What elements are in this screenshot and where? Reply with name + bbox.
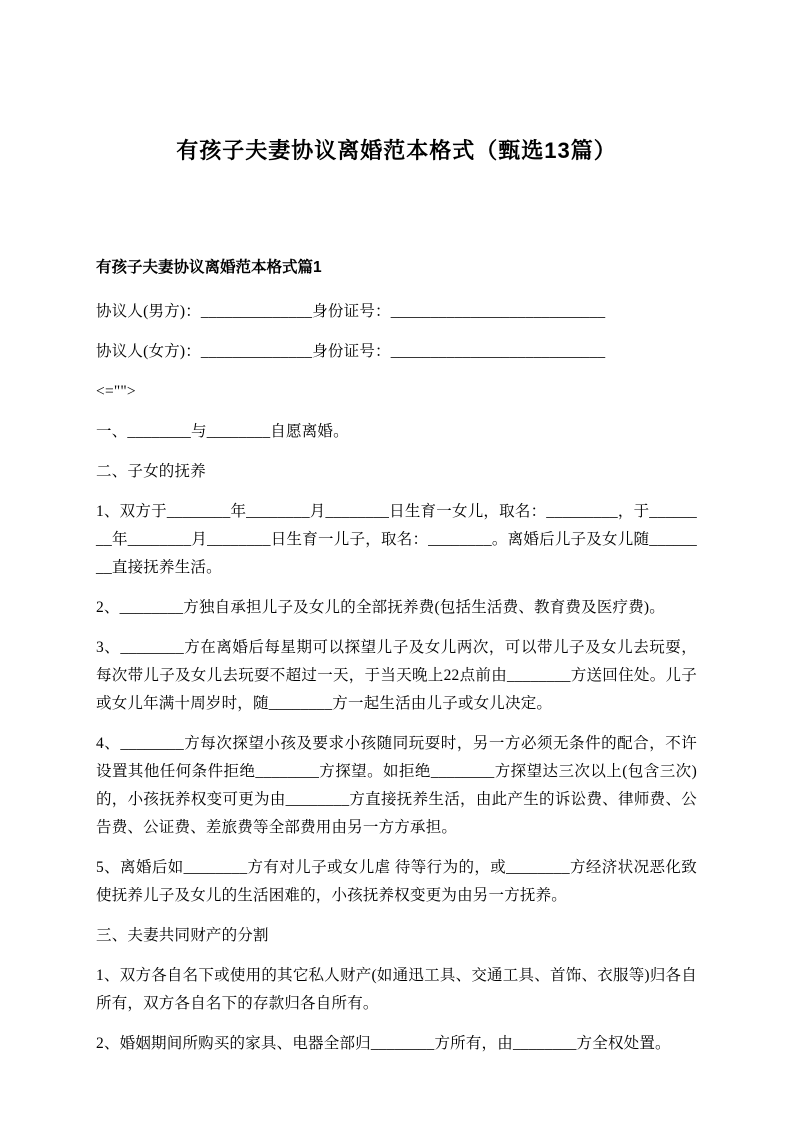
item-5-custody-change: 5、离婚后如________方有对儿子或女儿虐 待等行为的，或________方经济状况恶化致使抚养儿子及女儿的生活困难的，小孩抚养权变更为由另一方抚养。 — [96, 859, 697, 904]
item-2-support-fees: 2、________方独自承担儿子及女儿的全部抚养费(包括生活费、教育费及医疗费)。 — [96, 599, 665, 616]
item-3-visitation-rights: 3、________方在离婚后每星期可以探望儿子及女儿两次，可以带儿子及女儿去玩耍，每次带儿子及女儿去玩耍不超过一天，于当天晚上22点前由________方送回住处。儿子或女儿年满十周岁时，随________方一起生活由儿子或女儿决定。 — [96, 639, 697, 712]
section-heading-part1: 有孩子夫妻协议离婚范本格式篇1 — [96, 259, 322, 276]
item-1-children-birth-info: 1、双方于________年________月________日生育一女儿，取名：_________，于________年________月________日生育一儿子，取名：________。离婚后儿子及女儿随________直接抚养生活。 — [96, 503, 697, 576]
party-line-female: 协议人(女方)：______________身份证号：___________________________ — [96, 343, 606, 360]
markup-artifact-line: <=""> — [96, 383, 136, 400]
party-line-male: 协议人(男方)：______________身份证号：___________________________ — [96, 303, 606, 320]
section-children-custody: 二、子女的抚养 — [96, 463, 206, 480]
document-title: 有孩子夫妻协议离婚范本格式（甄选13篇） — [176, 138, 617, 163]
item-4-visitation-refusal: 4、________方每次探望小孩及要求小孩随同玩耍时，另一方必须无条件的配合，不许设置其他任何条件拒绝________方探望。如拒绝________方探望达三次以上(包含三次)的，小孩抚养权变可更为由________方直接抚养生活，由此产生的诉讼费、律师费、公告费、公证费、差旅费等全部费用由另一方方承担。 — [96, 735, 697, 836]
item-1-personal-property: 1、双方各自名下或使用的其它私人财产(如通迅工具、交通工具、首饰、衣服等)归各自所有，双方各自名下的存款归各自所有。 — [96, 967, 697, 1012]
section-property-division: 三、夫妻共同财产的分割 — [96, 927, 269, 944]
clause-1-voluntary-divorce: 一、________与________自愿离婚。 — [96, 423, 349, 440]
item-2-furniture-appliances: 2、婚姻期间所购买的家具、电器全部归________方所有，由________方全权处置。 — [96, 1035, 671, 1052]
